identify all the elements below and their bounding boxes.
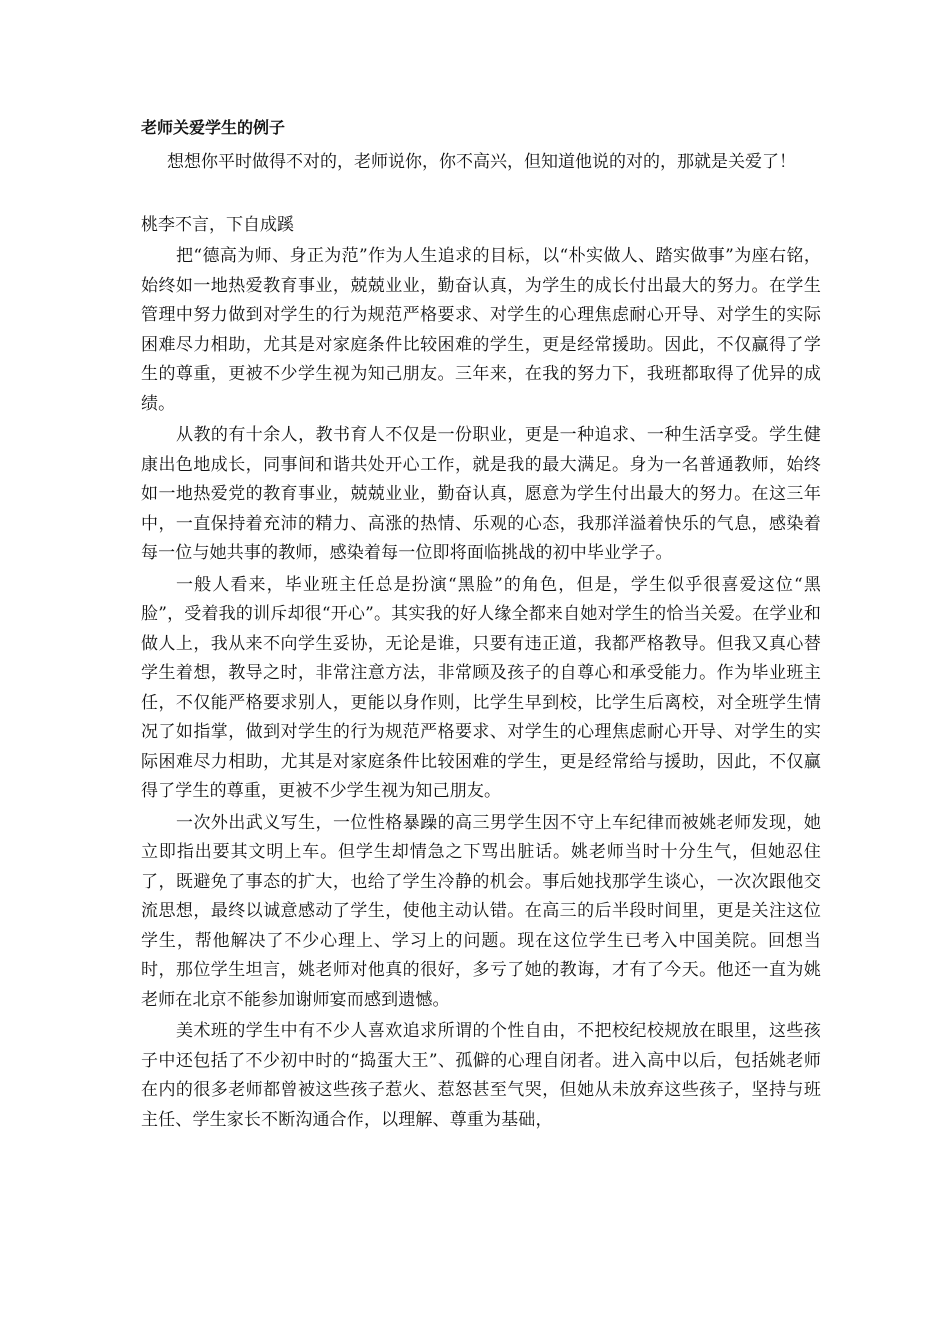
section-title: 桃李不言，下自成蹊 <box>141 215 294 235</box>
body-paragraph: 从教的有十余人，教书育人不仅是一份职业，更是一种追求、一种生活享受。学生健康出色地成长，同事间和谐共处开心工作，就是我的最大满足。身为一名普通教师，始终如一地热爱党的教育事业，兢兢业业，勤奋认真，愿意为学生付出最大的努力。在这三年中，一直保持着充沛的精力、高涨的热情、乐观的心态，我那洋溢着快乐的气息，感染着每一位与她共事的教师，感染着每一位即将面临挑战的初中毕业学子。 <box>141 425 821 563</box>
body-paragraph: 把“德高为师、身正为范”作为人生追求的目标，以“朴实做人、踏实做事”为座右铭，始终如一地热爱教育事业，兢兢业业，勤奋认真，为学生的成长付出最大的努力。在学生管理中努力做到对学生的行为规范严格要求、对学生的心理焦虑耐心开导、对学生的实际困难尽力相助，尤其是对家庭条件比较困难的学生，更是经常援助。因此，不仅赢得了学生的尊重，更被不少学生视为知己朋友。三年来，在我的努力下，我班都取得了优异的成绩。 <box>141 246 821 414</box>
body-paragraph: 美术班的学生中有不少人喜欢追求所谓的个性自由，不把校纪校规放在眼里，这些孩子中还包括了不少初中时的“捣蛋大王”、孤僻的心理自闭者。进入高中以后，包括姚老师在内的很多老师都曾被这些孩子惹火、惹怒甚至气哭，但她从未放弃这些孩子，坚持与班主任、学生家长不断沟通合作，以理解、尊重为基础， <box>141 1021 821 1130</box>
body-paragraph: 一般人看来，毕业班主任总是扮演“黑脸”的角色，但是，学生似乎很喜爱这位“黑脸”，受着我的训斥却很“开心”。其实我的好人缘全都来自她对学生的恰当关爱。在学业和做人上，我从来不向学生妥协，无论是谁，只要有违正道，我都严格教导。但我又真心替学生着想，教导之时，非常注意方法，非常顾及孩子的自尊心和承受能力。作为毕业班主任，不仅能严格要求别人，更能以身作则，比学生早到校，比学生后离校，对全班学生情况了如指掌，做到对学生的行为规范严格要求、对学生的心理焦虑耐心开导、对学生的实际困难尽力相助，尤其是对家庭条件比较困难的学生，更是经常给与援助，因此，不仅赢得了学生的尊重，更被不少学生视为知己朋友。 <box>141 574 821 801</box>
body-paragraph: 一次外出武义写生，一位性格暴躁的高三男学生因不守上车纪律而被姚老师发现，她立即指出要其文明上车。但学生却情急之下骂出脏话。姚老师当时十分生气，但她忍住了，既避免了事态的扩大，也给了学生冷静的机会。事后她找那学生谈心，一次次跟他交流思想，最终以诚意感动了学生，使他主动认错。在高三的后半段时间里，更是关注这位学生，帮他解决了不少心理上、学习上的问题。现在这位学生已考入中国美院。回想当时，那位学生坦言，姚老师对他真的很好，多亏了她的教诲，才有了今天。他还一直为姚老师在北京不能参加谢师宴而感到遗憾。 <box>141 812 821 1010</box>
document-title: 老师关爱学生的例子 <box>141 118 286 137</box>
document-page <box>141 113 821 1137</box>
intro-paragraph: 想想你平时做得不对的，老师说你，你不高兴，但知道他说的对的，那就是关爱了！ <box>167 152 796 172</box>
spacer <box>141 178 821 210</box>
